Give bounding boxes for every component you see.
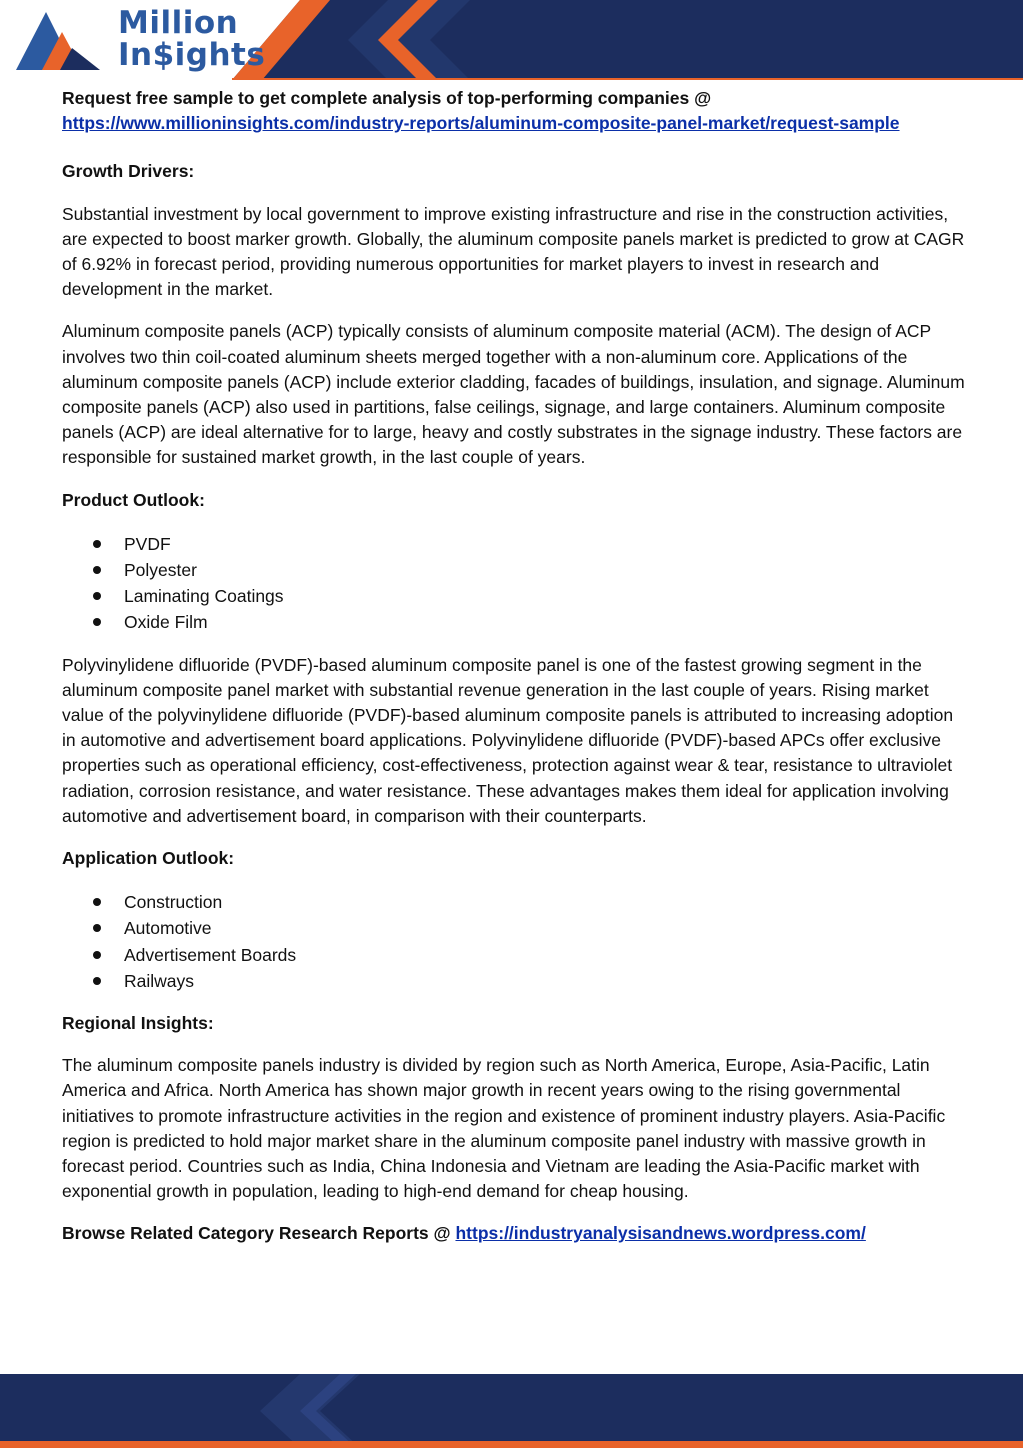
list-item: Laminating Coatings [62, 583, 967, 609]
growth-paragraph-1: Substantial investment by local government to improve existing infrastructure and rise in the construction activities, are expected to boost marker growth. Globally, the aluminum composite panels market is predicted to grow at CAGR of 6.92% in forecast period, providing numerous opportunities for market players to invest in research and development in the market. [62, 203, 965, 300]
bullet-icon [93, 540, 101, 548]
growth-paragraph-2: Aluminum composite panels (ACP) typically consists of aluminum composite material (ACM). The design of ACP involves two thin coil-coated aluminum sheets merged together with a non-aluminum core. Applications of the aluminum composite panels (ACP) include exterior cladding, facades of buildings, insulation, and signage. Aluminum composite panels (ACP) also used in partitions, false ceilings, signage, and large containers. Aluminum composite panels (ACP) are ideal alternative for to large, heavy and costly substrates in the signage industry. These factors are responsible for sustained market growth, in the last couple of years. [62, 321, 965, 468]
logo-mountain-icon [8, 6, 118, 74]
logo-line2: In$ights [118, 37, 266, 73]
bullet-icon [93, 951, 101, 959]
bullet-icon [93, 566, 101, 574]
application-list [62, 889, 967, 994]
browse-reports-link[interactable]: https://industryanalysisandnews.wordpress.com/ [455, 1223, 866, 1244]
product-outlook-heading: Product Outlook: [62, 489, 205, 510]
application-outlook-heading: Application Outlook: [62, 848, 235, 869]
bullet-icon [93, 898, 101, 906]
list-item: Construction [62, 889, 967, 915]
footer-banner [0, 1374, 1023, 1448]
product-paragraph-1: Polyvinylidene difluoride (PVDF)-based aluminum composite panel is one of the fastest growing segment in the aluminum composite panel market with substantial revenue generation in the last couple of years. Rising market value of the polyvinylidene difluoride (PVDF)-based aluminum composite panels is attributed to increasing adoption in automotive and advertisement board applications. Polyvinylidene difluoride (PVDF)-based APCs offer exclusive properties such as operational efficiency, cost-effectiveness, protection against wear & tear, resistance to ultraviolet radiation, corrosion resistance, and water resistance. These advantages makes them ideal for application involving automotive and advertisement board, in comparison with their counterparts. [62, 654, 954, 826]
bullet-icon [93, 618, 101, 626]
footer-graphic [0, 1374, 1023, 1448]
request-sample-link[interactable]: https://www.millioninsights.com/industry-reports/aluminum-composite-panel-market/request-sample [62, 113, 900, 134]
document-body [62, 86, 967, 1247]
bullet-icon [93, 924, 101, 932]
bullet-icon [93, 592, 101, 600]
growth-drivers-heading: Growth Drivers: [62, 161, 195, 182]
list-item: Oxide Film [62, 609, 967, 635]
regional-insights-heading: Regional Insights: [62, 1012, 214, 1033]
bullet-icon [93, 977, 101, 985]
list-item: Polyester [62, 557, 967, 583]
request-sample-text: Request free sample to get complete analysis of top-performing companies @ [62, 88, 712, 108]
logo-line1: Million [118, 5, 239, 41]
header-banner [0, 0, 1023, 80]
list-item: Advertisement Boards [62, 942, 967, 968]
product-list [62, 531, 967, 636]
regional-paragraph-1: The aluminum composite panels industry is divided by region such as North America, Europe, Asia-Pacific, Latin America and Africa. North America has shown major growth in recent years owing to the rising governmental initiatives to promote infrastructure activities in the region and existence of prominent industry players. Asia-Pacific region is predicted to hold major market share in the aluminum composite panel industry with massive growth in forecast period. Countries such as India, China Indonesia and Vietnam are leading the Asia-Pacific market with exponential growth in population, leading to high-end demand for cheap housing. [62, 1055, 946, 1202]
browse-reports-text: Browse Related Category Research Reports @ [62, 1223, 451, 1244]
list-item: Railways [62, 968, 967, 994]
million-insights-logo [8, 5, 266, 76]
list-item: PVDF [62, 531, 967, 557]
list-item: Automotive [62, 915, 967, 941]
